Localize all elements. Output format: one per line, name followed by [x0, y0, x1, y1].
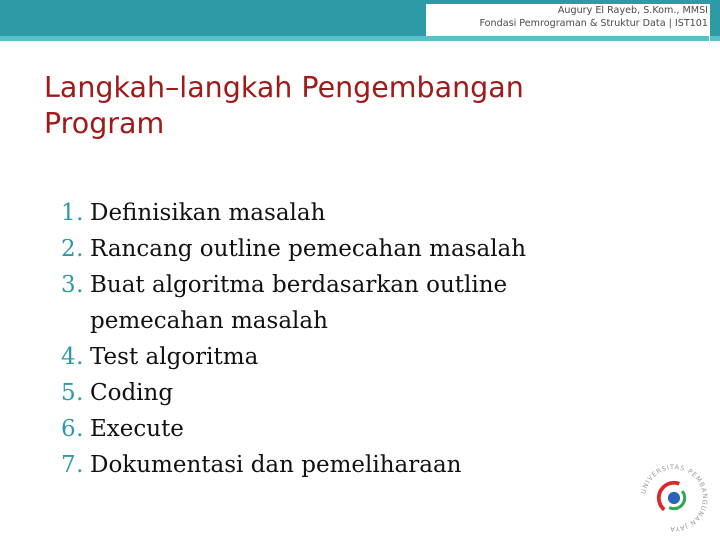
header-accent-band — [0, 36, 720, 41]
header-author: Augury El Rayeb, S.Kom., MMSI — [557, 5, 708, 16]
step-text: Test algoritma — [90, 344, 259, 370]
university-logo — [636, 460, 712, 536]
step-text: Rancang outline pemecahan masalah — [90, 236, 527, 262]
step-number: 7. — [61, 452, 84, 478]
step-text: Execute — [90, 416, 184, 442]
step-item — [44, 231, 604, 267]
header-course: Fondasi Pemrograman & Struktur Data | IST101 — [479, 18, 708, 29]
steps-list — [44, 195, 604, 483]
logo-blue-core — [668, 492, 680, 504]
step-number: 5. — [61, 380, 84, 406]
step-item — [44, 267, 604, 339]
step-item — [44, 447, 604, 483]
step-text: Definisikan masalah — [90, 200, 326, 226]
step-text: Buat algoritma berdasarkan outline pemecahan masalah — [90, 272, 508, 334]
step-number: 6. — [61, 416, 84, 442]
step-text: Coding — [90, 380, 174, 406]
step-item — [44, 375, 604, 411]
step-number: 4. — [61, 344, 84, 370]
header-info — [426, 4, 710, 36]
logo-ring-text: UNIVERSITAS PEMBANGUNAN JAYA — [639, 463, 709, 533]
step-number: 3. — [61, 272, 84, 298]
step-number: 2. — [61, 236, 84, 262]
step-item — [44, 339, 604, 375]
step-item — [44, 195, 604, 231]
step-number: 1. — [61, 200, 84, 226]
step-text: Dokumentasi dan pemeliharaan — [90, 452, 462, 478]
step-item — [44, 411, 604, 447]
header-corner-tick — [709, 36, 710, 42]
slide-title: Langkah–langkah Pengembangan Program — [44, 71, 524, 140]
